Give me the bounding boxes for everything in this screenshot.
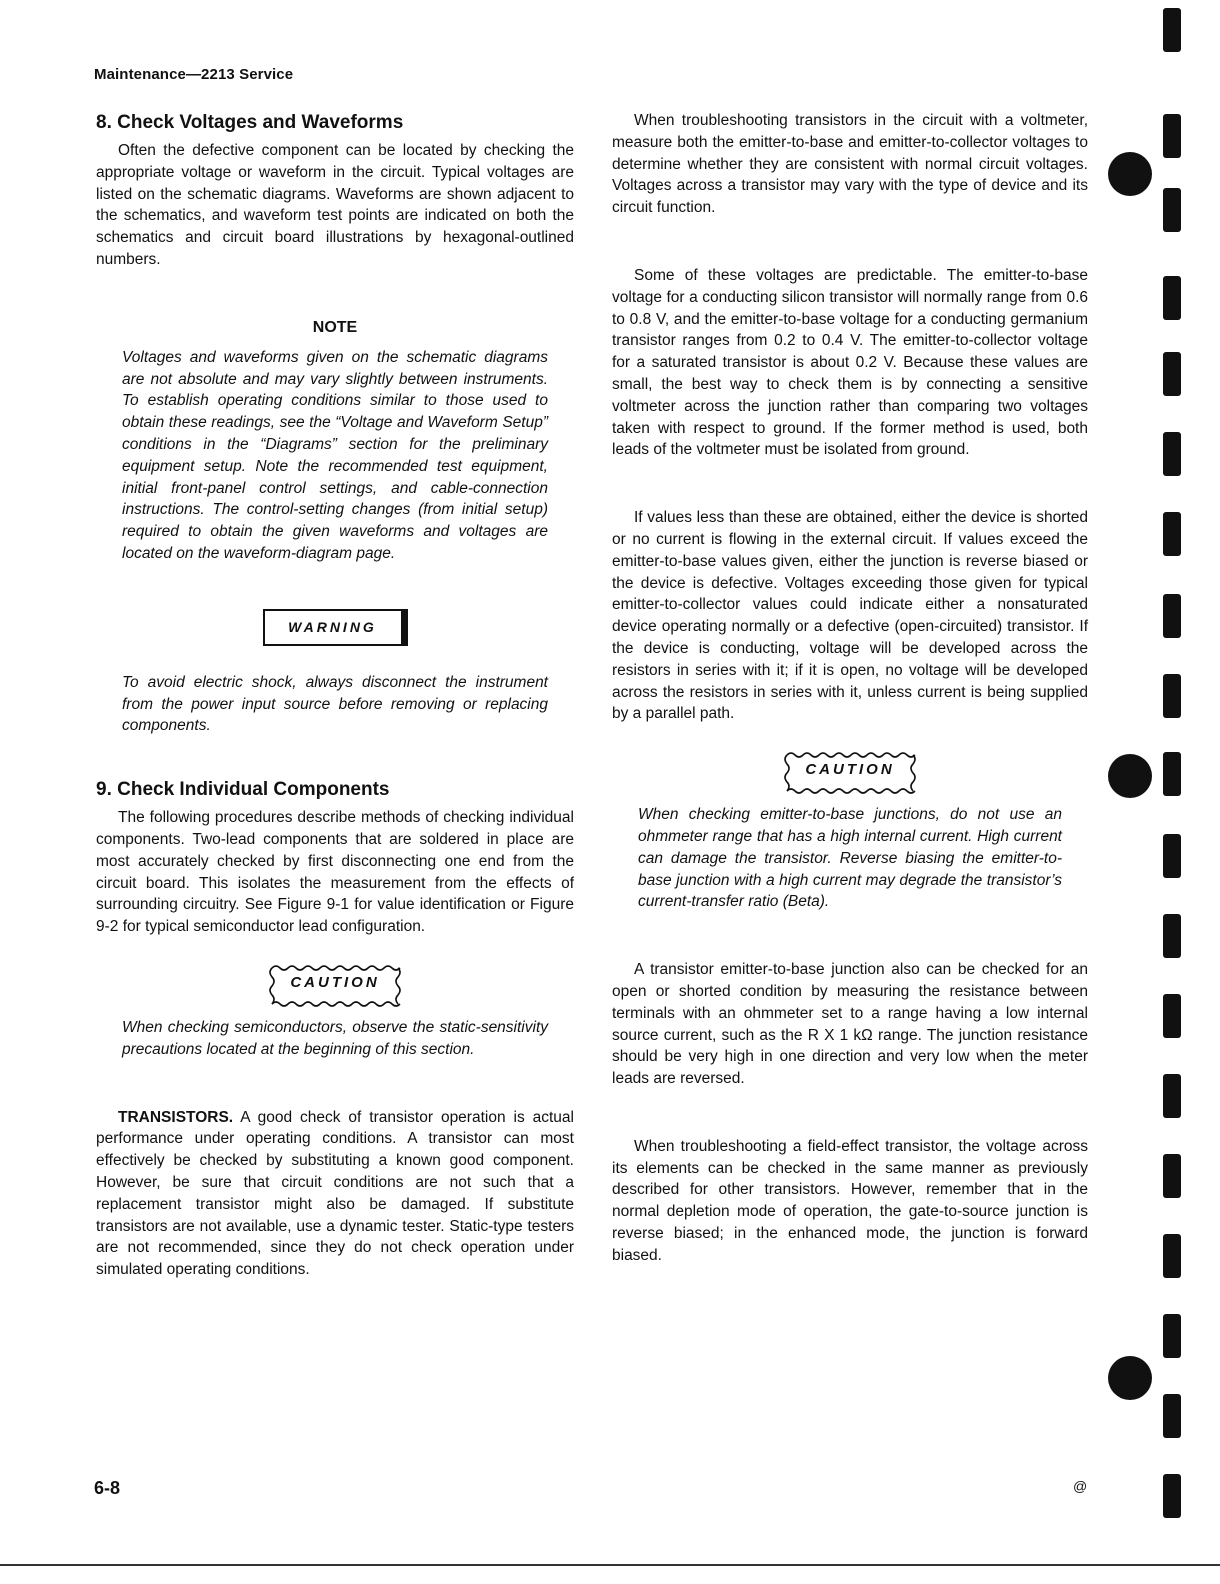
caution-box-2 bbox=[781, 749, 919, 790]
change-bar bbox=[1163, 114, 1181, 158]
change-bar bbox=[1163, 1234, 1181, 1278]
change-bar bbox=[1163, 188, 1181, 232]
caution-text-2: When checking emitter-to-base junctions, do not use an ohmmeter range that has a high internal current. High current can damage the transistor. Reverse biasing the emitter-to-base junction with a high current may degrade the transistor’s current-transfer ratio (Beta). bbox=[638, 806, 1062, 911]
right-paragraph-5: When troubleshooting a field-effect transistor, the voltage across its elements can be checked in the same manner as previously described for other transistors. However, remember that in the normal depletion mode of operation, the gate-to-source junction is reverse biased; in the enhanced mode, the junction is forward biased. bbox=[612, 1137, 1088, 1264]
change-bar bbox=[1163, 1074, 1181, 1118]
change-bar bbox=[1163, 1154, 1181, 1198]
running-header: Maintenance—2213 Service bbox=[94, 66, 294, 83]
note-text: Voltages and waveforms given on the schematic diagrams are not absolute and may vary slightly between instruments. To establish operating conditions similar to those used to obtain these readings, see the “Voltage and Waveform Setup” conditions in the “Diagrams” section for the preliminary equipment setup. Note the recommended test equipment, initial front-panel control settings, and cable-connection instructions. The control-setting changes (from initial setup) required to obtain the given waveforms and voltages are located on the waveform-diagram page. bbox=[122, 348, 548, 562]
right-paragraph-3: If values less than these are obtained, either the device is shorted or no current is flowing in the external circuit. If values exceed the emitter-to-base values given, either the junction is reverse biased or the device is defective. Voltages exceeding those given for typical emitter-to-collector values could indicate either a nonsaturated device operating normally or a defective (open-circuited) transistor. If the device is conducting, voltage will be developed across the resistors in series with it; if it is open, no voltage will be developed across the resistors in series with it, unless current is being supplied by a parallel path. bbox=[612, 509, 1088, 723]
section-9-paragraph: The following procedures describe methods of checking individual components. Two-lead components that are soldered in place are most accurately checked by first disconnecting one end from the circuit board. This isolates the measurement from the effects of surrounding circuitry. See Figure 9-1 for value identification or Figure 9-2 for typical semiconductor lead configuration. bbox=[96, 809, 574, 936]
right-paragraph-2: Some of these voltages are predictable. The emitter-to-base voltage for a conducting silicon transistor will normally range from 0.6 to 0.8 V, and the emitter-to-base voltage for a conducting germanium transistor ranges from 0.2 to 0.4 V. The emitter-to-collector voltage for a saturated transistor is about 0.2 V. Because these values are small, the best way to check them is by connecting a sensitive voltmeter across the junction rather than comparing two voltages taken with respect to ground. If the former method is used, both leads of the voltmeter must be isolated from ground. bbox=[612, 266, 1088, 459]
right-column bbox=[612, 110, 1088, 1267]
change-bar bbox=[1163, 276, 1181, 320]
bottom-rule bbox=[0, 1564, 1220, 1566]
section-9-heading: 9. Check Individual Components bbox=[96, 779, 390, 801]
change-bar bbox=[1163, 1314, 1181, 1358]
caution-label-1: CAUTION bbox=[290, 973, 380, 991]
left-column bbox=[96, 110, 574, 1281]
footer-mark: @ bbox=[1073, 1478, 1088, 1494]
change-bar bbox=[1163, 8, 1181, 52]
change-bar bbox=[1163, 352, 1181, 396]
right-paragraph-1: When troubleshooting transistors in the circuit with a voltmeter, measure both the emitter-to-base and emitter-to-collector voltages to determine whether they are consistent with normal circuit voltages. Voltages across a transistor may vary with the type of device and its circuit function. bbox=[612, 112, 1088, 217]
change-bar bbox=[1163, 1394, 1181, 1438]
caution-text-1: When checking semiconductors, observe the static-sensitivity precautions located at the beginning of this section. bbox=[122, 1018, 548, 1058]
change-bar bbox=[1163, 914, 1181, 958]
change-bar bbox=[1163, 512, 1181, 556]
transistors-paragraph bbox=[96, 1107, 574, 1281]
warning-text: To avoid electric shock, always disconnect the instrument from the power input source before removing or replacing components. bbox=[122, 673, 548, 735]
warning-label: WARNING bbox=[263, 609, 408, 646]
change-bar bbox=[1163, 834, 1181, 878]
change-bar bbox=[1163, 674, 1181, 718]
section-8-heading: 8. Check Voltages and Waveforms bbox=[96, 112, 404, 133]
section-8-paragraph: Often the defective component can be located by checking the appropriate voltage or waveform in the circuit. Typical voltages are listed on the schematic diagrams. Waveforms are shown adjacent to the schematics, and waveform test points are indicated on both the schematics and circuit board illustrations by hexagonal-outlined numbers. bbox=[96, 142, 574, 268]
change-bar bbox=[1163, 752, 1181, 796]
change-bar bbox=[1163, 1474, 1181, 1518]
binder-hole bbox=[1108, 1356, 1152, 1400]
transistors-text: A good check of transistor operation is actual performance under operating conditions. A transistor can most effectively be checked by substituting a known good component. However, be sure that circuit conditions are not such that a replacement transistor might also be damaged. If substitute transistors are not available, use a dynamic tester. Static-type testers are not recommended, since they do not check operation under simulated operating conditions. bbox=[96, 1108, 574, 1279]
page-number: 6-8 bbox=[94, 1478, 121, 1498]
change-bar bbox=[1163, 432, 1181, 476]
right-paragraph-4: A transistor emitter-to-base junction also can be checked for an open or shorted condition by measuring the resistance between terminals with an ohmmeter set to a range having a low internal source current, such as the R X 1 kΩ range. The junction resistance should be very high in one direction and very low when the meter leads are reversed. bbox=[612, 961, 1088, 1088]
binder-hole bbox=[1108, 152, 1152, 196]
caution-box-1 bbox=[266, 962, 404, 1003]
binder-hole bbox=[1108, 754, 1152, 798]
note-title: NOTE bbox=[312, 318, 358, 336]
change-bar bbox=[1163, 994, 1181, 1038]
caution-label-2: CAUTION bbox=[805, 761, 895, 779]
transistors-lead: TRANSISTORS. bbox=[118, 1108, 234, 1126]
change-bar bbox=[1163, 594, 1181, 638]
